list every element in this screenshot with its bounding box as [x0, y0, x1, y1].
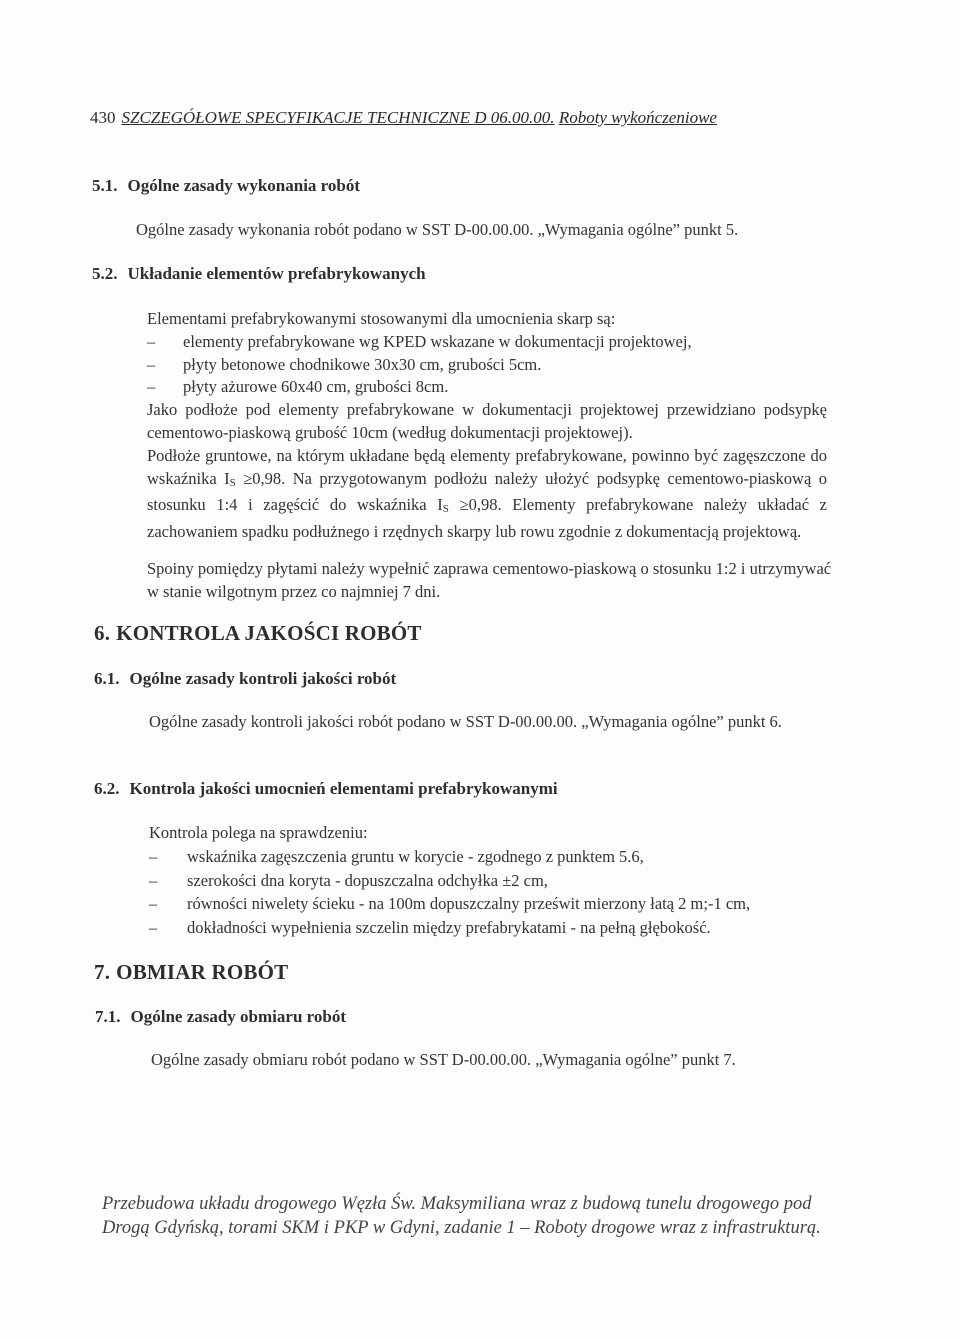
heading-text: KONTROLA JAKOŚCI ROBÓT	[116, 621, 422, 645]
list-item: – równości niwelety ścieku - na 100m dopuszczalny prześwit mierzony łatą 2 m;-1 cm,	[149, 892, 839, 916]
subscript: S	[229, 476, 236, 489]
paragraph-6-1: Ogólne zasady kontroli jakości robót podano w SST D-00.00.00. „Wymagania ogólne” punkt 6.	[149, 712, 782, 731]
text-run: ≥0,98. Na przygotowanym podłożu należy ułożyć podsypkę cementowo-piaskową o stosunku 1:4 i zagęścić do wskaźnika I	[147, 468, 828, 515]
heading-6-2	[94, 779, 558, 799]
heading-6-1	[94, 669, 396, 689]
list-item: – płyty ażurowe 60x40 cm, grubości 8cm.	[147, 376, 837, 399]
heading-text: OBMIAR ROBÓT	[116, 960, 289, 984]
paragraph-5-2-substrate: Jako podłoże pod elementy prefabrykowane w dokumentacji projektowej przewidziano podsypkę cementowo-piaskową grubość 10cm (według dokumentacji projektowej).	[147, 400, 827, 442]
page-number: 430	[90, 108, 116, 127]
heading-number: 6.1.	[94, 669, 120, 688]
heading-6	[94, 621, 422, 646]
paragraph-7-1: Ogólne zasady obmiaru robót podano w SST D-00.00.00. „Wymagania ogólne” punkt 7.	[151, 1050, 736, 1069]
text-run: Podłoże gruntowe, na którym układane będą elementy prefabrykowane, powinno być zagęszczone do wskaźnika I	[147, 446, 827, 488]
list-item: – wskaźnika zagęszczenia gruntu w korycie - zgodnego z punktem 5.6,	[149, 845, 839, 869]
paragraph-5-1: Ogólne zasady wykonania robót podano w SST D-00.00.00. „Wymagania ogólne” punkt 5.	[136, 220, 739, 239]
list-item: – elementy prefabrykowane wg KPED wskazane w dokumentacji projektowej,	[147, 331, 837, 354]
text-run: ≥0,98. Elementy prefabrykowane należy układać z zachowaniem spadku podłużnego i rzędnych skarpy lub rowu zgodnie z dokumentacją projektową.	[147, 495, 827, 541]
heading-text: Układanie elementów prefabrykowanych	[127, 264, 426, 283]
heading-text: Ogólne zasady wykonania robót	[127, 176, 361, 195]
heading-5-2	[92, 264, 426, 284]
heading-number: 7.1.	[95, 1007, 121, 1026]
paragraph-5-2-joints: Spoiny pomiędzy płytami należy wypełnić zaprawa cementowo-piaskową o stosunku 1:2 i utrzymywać w stanie wilgotnym przez co najmniej 7 dni.	[147, 559, 832, 601]
heading-number: 5.1.	[92, 176, 118, 195]
list-item: – szerokości dna koryta - dopuszczalna odchyłka ±2 cm,	[149, 869, 839, 893]
heading-5-1	[92, 176, 360, 196]
heading-number: 6.	[94, 621, 111, 645]
subscript: S	[442, 503, 449, 516]
list-6-2	[149, 845, 839, 939]
heading-text: Ogólne zasady kontroli jakości robót	[129, 669, 397, 688]
heading-number: 5.2.	[92, 264, 118, 283]
paragraph-5-2-intro: Elementami prefabrykowanymi stosowanymi dla umocnienia skarp są:	[147, 309, 616, 328]
heading-number: 6.2.	[94, 779, 120, 798]
page-footer: Przebudowa układu drogowego Węzła Św. Maksymiliana wraz z budową tunelu drogowego pod Drogą Gdyńską, torami SKM i PKP w Gdyni, zadanie 1 – Roboty drogowe wraz z infrastrukturą.	[102, 1194, 821, 1238]
header-subtitle: Roboty wykończeniowe	[558, 108, 717, 127]
heading-number: 7.	[94, 960, 111, 984]
paragraph-6-2-intro: Kontrola polega na sprawdzeniu:	[149, 823, 368, 842]
list-5-2	[147, 331, 837, 399]
heading-7	[94, 960, 288, 985]
heading-7-1	[95, 1007, 346, 1027]
list-item: – dokładności wypełnienia szczelin między prefabrykatami - na pełną głębokość.	[149, 916, 839, 940]
paragraph-5-2-compaction	[147, 445, 827, 543]
heading-text: Kontrola jakości umocnień elementami prefabrykowanymi	[129, 779, 558, 798]
list-item: – płyty betonowe chodnikowe 30x30 cm, grubości 5cm.	[147, 354, 837, 377]
header-title: SZCZEGÓŁOWE SPECYFIKACJE TECHNICZNE D 06.00.00.	[121, 108, 555, 127]
heading-text: Ogólne zasady obmiaru robót	[130, 1007, 347, 1026]
page-header	[90, 108, 717, 128]
